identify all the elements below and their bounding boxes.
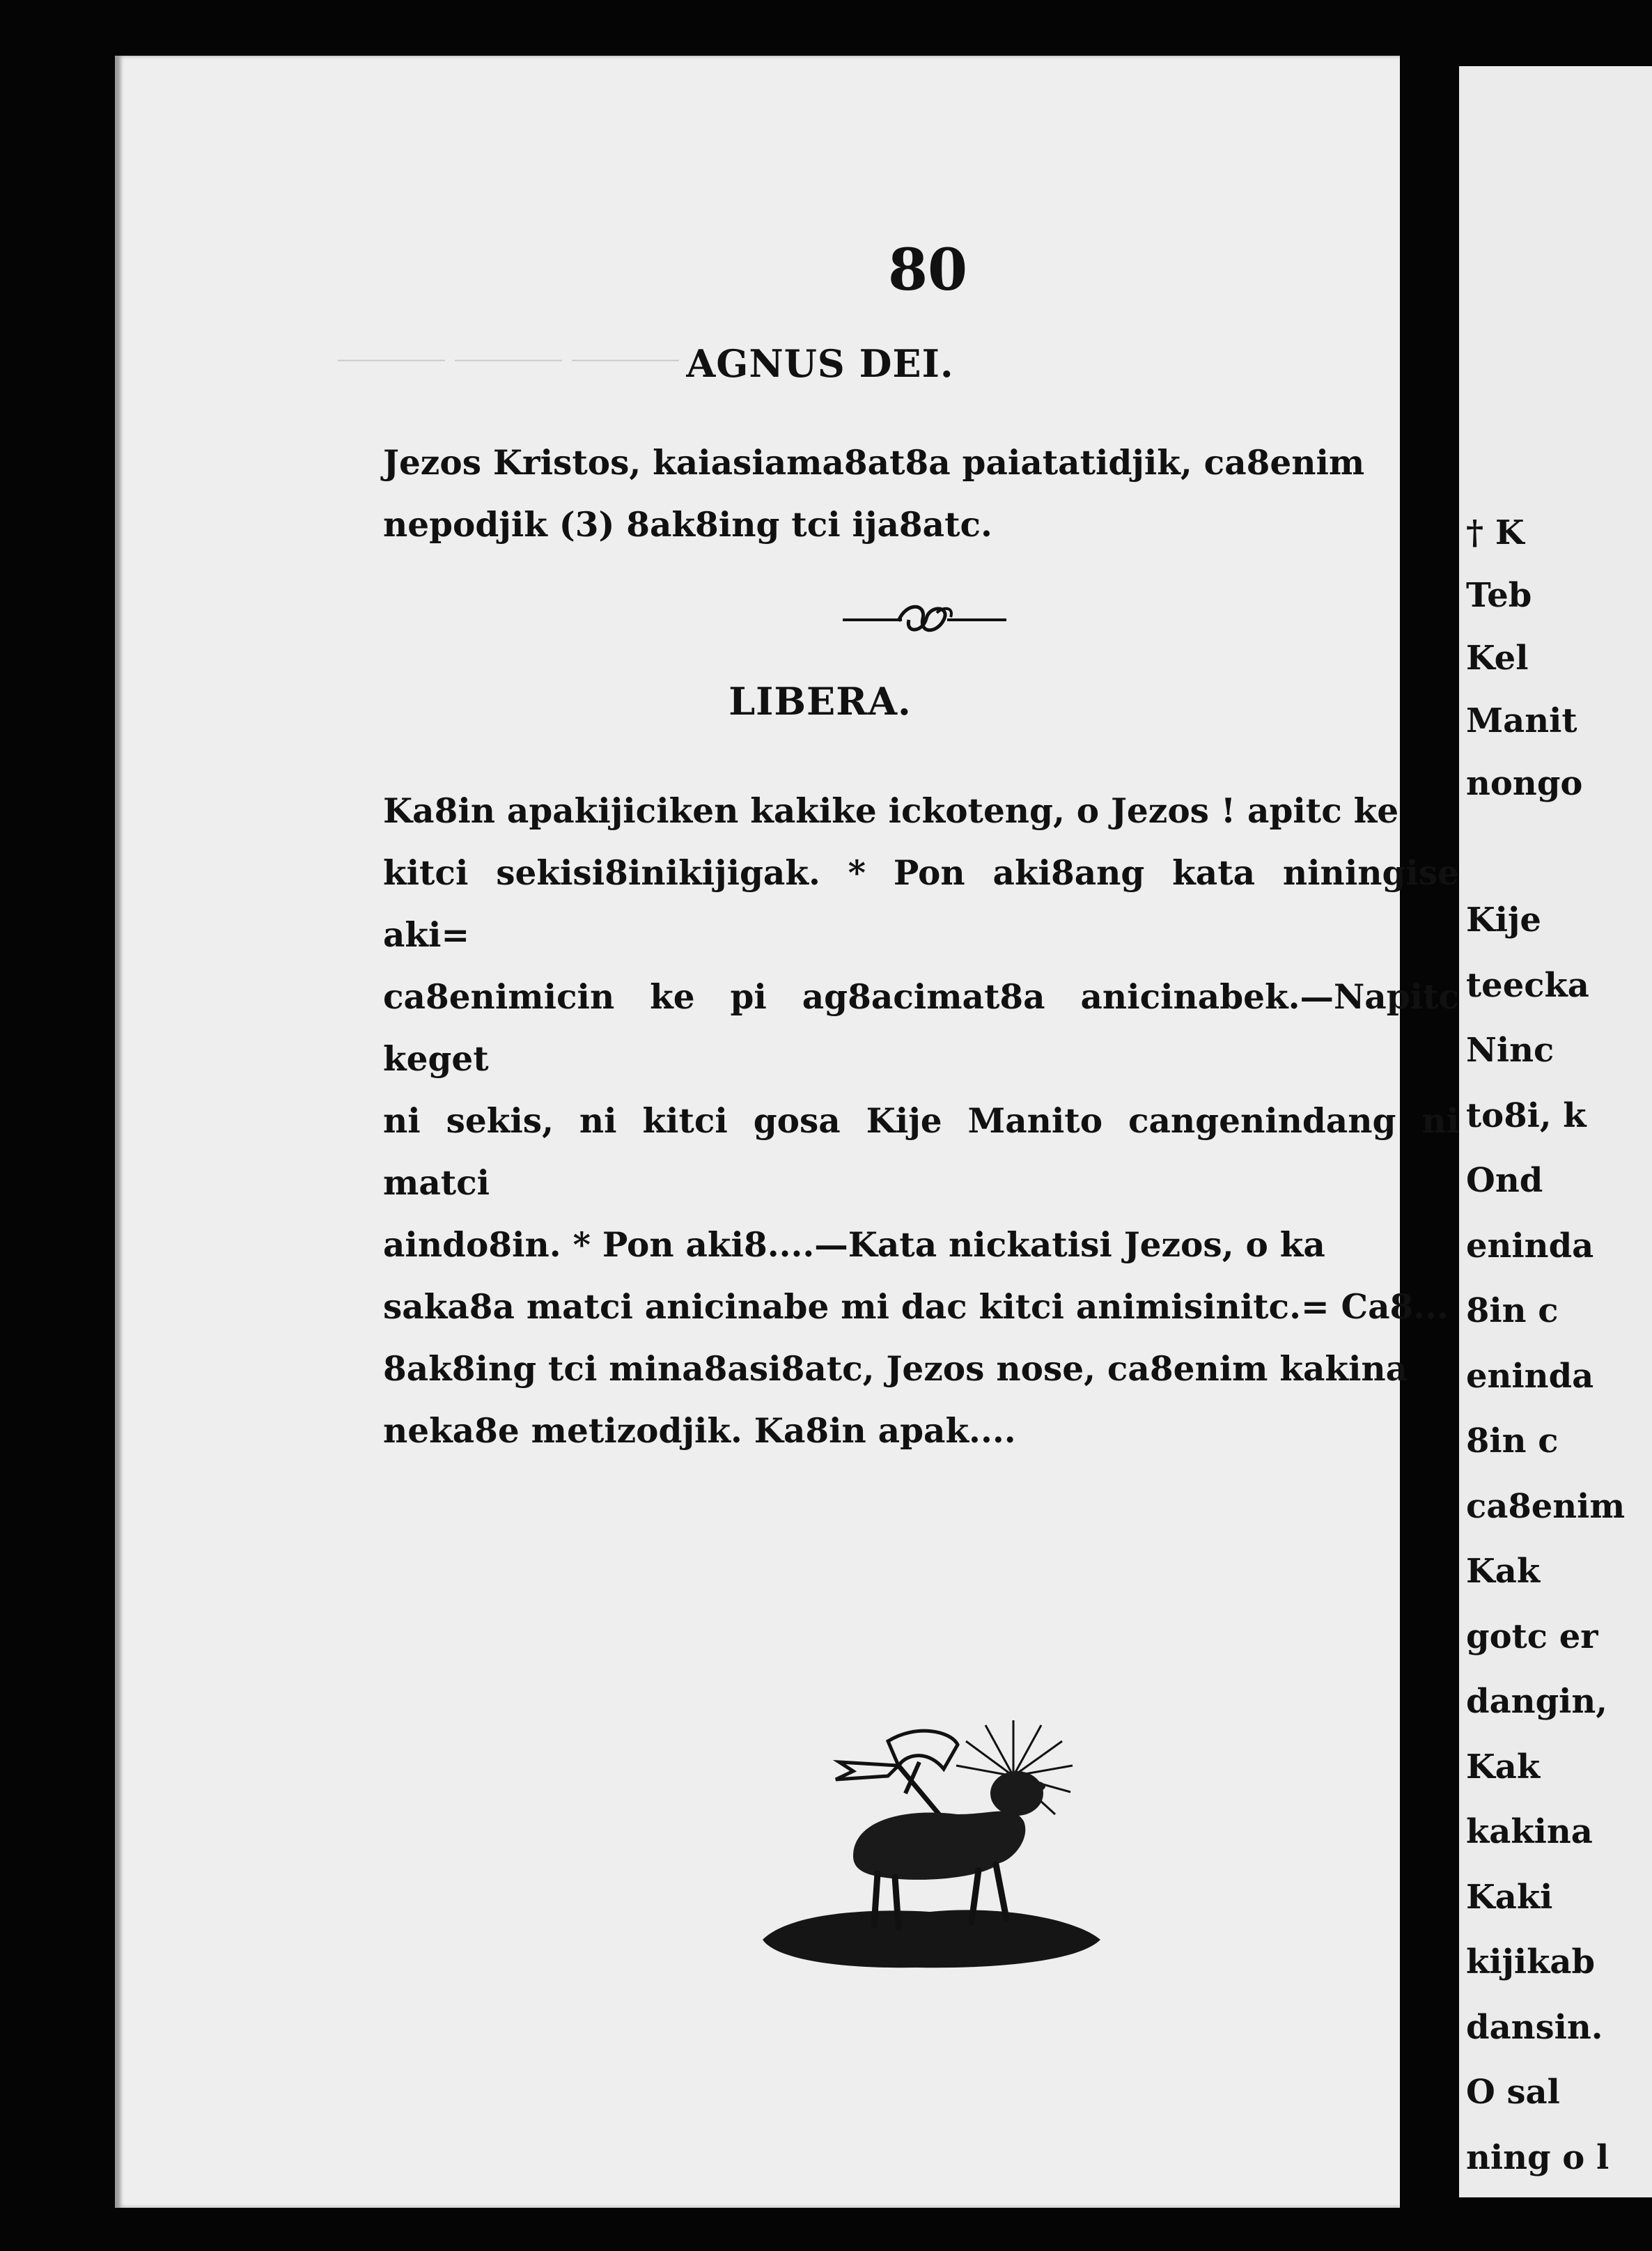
text-line: dangin,: [1466, 1682, 1607, 1721]
text-line: O sal: [1466, 2073, 1560, 2112]
text-line: 8in c: [1466, 1291, 1559, 1330]
text-line: teecka: [1466, 965, 1589, 1005]
left-page: [115, 56, 1459, 2208]
text-line: ning o l: [1466, 2137, 1610, 2177]
agnus-dei-lamb-icon: [749, 1710, 1111, 1978]
page-number: 80: [888, 237, 968, 304]
text-line: eninda: [1466, 1356, 1594, 1396]
right-page-fragment: [1459, 66, 1652, 2197]
text-line: Ninc: [1466, 1031, 1554, 1070]
text-line: saka8a matci anicinabe mi dac kitci animisinitc.= Ca8...: [383, 1287, 1449, 1327]
text-line: Jezos Kristos, kaiasiama8at8a paiatatidjik, ca8enim: [383, 443, 1365, 483]
text-line: eninda: [1466, 1226, 1594, 1265]
text-line: Kak: [1466, 1552, 1541, 1591]
text-line: neka8e metizodjik. Ka8in apak....: [383, 1411, 1016, 1451]
text-line: kijikab: [1466, 1942, 1596, 1981]
libera-text: [383, 780, 1459, 1462]
agnus-dei-text: [383, 432, 1459, 556]
text-line: ca8enimicin ke pi ag8acimat8a anicinabek.—Napitc keget: [383, 977, 1459, 1079]
text-line: dansin.: [1466, 2007, 1603, 2047]
text-line: kitci sekisi8inikijigak. * Pon aki8ang kata niningise aki=: [383, 853, 1459, 955]
text-line: † K: [1466, 513, 1525, 552]
text-line: Kaki: [1466, 1877, 1553, 1917]
bleed-through-left: _______ _______ _______: [338, 326, 679, 361]
text-line: Kak: [1466, 1747, 1541, 1786]
text-line: Ond: [1466, 1161, 1543, 1200]
text-line: nepodjik (3) 8ak8ing tci ija8atc.: [383, 505, 992, 545]
text-line: to8i, k: [1466, 1096, 1587, 1135]
ornament-divider-icon: [839, 599, 1010, 637]
text-line: 8ak8ing tci mina8asi8atc, Jezos nose, ca8enim kakina: [383, 1349, 1408, 1389]
text-line: Ka8in apakijiciken kakike ickoteng, o Jezos ! apitc ke: [383, 791, 1399, 831]
text-line: aindo8in. * Pon aki8....—Kata nickatisi Jezos, o ka: [383, 1225, 1325, 1265]
right-page-text-lower: [1466, 888, 1625, 2190]
text-line: Kel: [1466, 639, 1529, 678]
text-line: 8in c: [1466, 1422, 1559, 1461]
text-line: nongo: [1466, 764, 1583, 803]
agnus-dei-heading: AGNUS DEI.: [686, 341, 954, 386]
right-page-text: [1466, 501, 1582, 815]
text-line: Kije: [1466, 901, 1541, 940]
text-line: gotc er: [1466, 1617, 1598, 1656]
libera-heading: LIBERA.: [728, 679, 912, 724]
text-line: Manit: [1466, 701, 1577, 740]
text-line: ni sekis, ni kitci gosa Kije Manito cangenindang ni matci: [383, 1101, 1459, 1203]
text-line: Teb: [1466, 576, 1532, 615]
text-line: kakina: [1466, 1812, 1593, 1851]
text-line: ca8enim: [1466, 1486, 1626, 1526]
